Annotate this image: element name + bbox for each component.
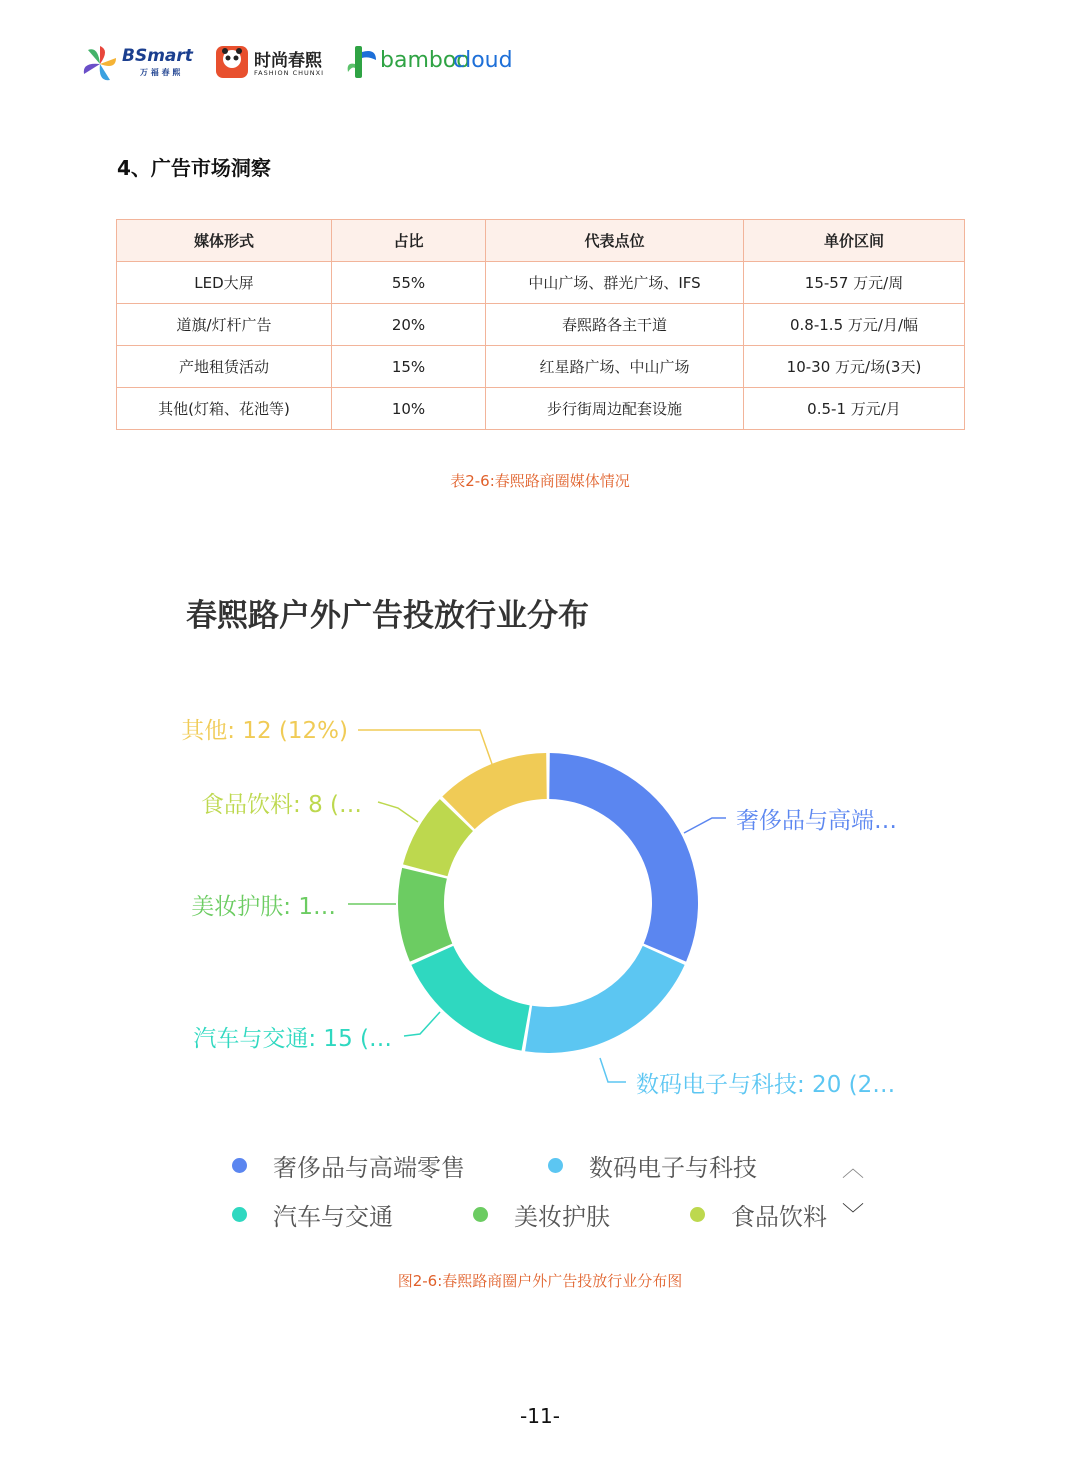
table-cell: 15-57 万元/周	[744, 262, 965, 304]
table-cell: 中山广场、群光广场、IFS	[486, 262, 744, 304]
bamboocloud-logo-text-main: bamboo	[380, 48, 470, 73]
legend-dot	[690, 1207, 705, 1222]
chart-title: 春熙路户外广告投放行业分布	[186, 598, 589, 634]
slice-label: 食品饮料: 8 (…	[201, 792, 362, 818]
chunxi-logo-subtext: FASHION CHUNXI	[254, 69, 324, 77]
bsmart-logo-text: BSmart	[122, 46, 193, 66]
legend-label: 数码电子与科技	[589, 1153, 757, 1182]
legend-page-up-icon[interactable]: ︿	[842, 1157, 865, 1182]
page-number: -11-	[520, 1404, 560, 1428]
bamboocloud-logo-text-accent: cloud	[453, 48, 513, 73]
slice-leader-line	[378, 802, 418, 822]
slice-label: 汽车与交通: 15 (…	[193, 1026, 392, 1052]
chart-caption: 图2-6:春熙路商圈户外广告投放行业分布图	[397, 1272, 683, 1290]
table-cell: 春熙路各主干道	[486, 304, 744, 346]
section-title: 4、广告市场洞察	[117, 156, 271, 180]
legend-label: 食品饮料	[731, 1202, 827, 1231]
table-cell: 0.8-1.5 万元/月/幅	[744, 304, 965, 346]
table-cell: 产地租赁活动	[117, 346, 332, 388]
legend-label: 汽车与交通	[273, 1202, 393, 1231]
bsmart-logo-subtext: 万 福 春 熙	[140, 68, 181, 77]
slice-label: 其他: 12 (12%)	[181, 718, 348, 744]
donut-slice[interactable]	[525, 946, 685, 1053]
legend-label: 奢侈品与高端零售	[273, 1153, 465, 1182]
donut-slice[interactable]	[411, 946, 529, 1051]
table-cell: 10%	[332, 388, 486, 430]
table-cell: 红星路广场、中山广场	[486, 346, 744, 388]
table-cell: LED大屏	[117, 262, 332, 304]
table-cell: 20%	[332, 304, 486, 346]
table-cell: 其他(灯箱、花池等)	[117, 388, 332, 430]
legend-item[interactable]	[232, 1199, 393, 1229]
table-header-cell: 代表点位	[486, 220, 744, 262]
legend-dot	[473, 1207, 488, 1222]
table-cell: 步行街周边配套设施	[486, 388, 744, 430]
slice-label: 奢侈品与高端…	[736, 808, 897, 834]
legend-item[interactable]	[473, 1199, 610, 1229]
slice-leader-line	[358, 730, 492, 764]
donut-slice[interactable]	[398, 868, 452, 962]
table-cell: 道旗/灯杆广告	[117, 304, 332, 346]
legend-dot	[232, 1158, 247, 1173]
legend-item[interactable]	[690, 1199, 827, 1229]
slice-label: 美妆护肤: 1…	[191, 894, 336, 920]
legend-item[interactable]	[548, 1150, 757, 1180]
table-header-cell: 媒体形式	[117, 220, 332, 262]
table-header-cell: 单价区间	[744, 220, 965, 262]
slice-leader-line	[684, 818, 726, 833]
table-cell: 55%	[332, 262, 486, 304]
table-cell: 10-30 万元/场(3天)	[744, 346, 965, 388]
slice-leader-line	[600, 1058, 626, 1082]
table-cell: 15%	[332, 346, 486, 388]
table-cell: 0.5-1 万元/月	[744, 388, 965, 430]
slice-label: 数码电子与科技: 20 (2…	[636, 1072, 896, 1098]
legend-dot	[232, 1207, 247, 1222]
table-caption: 表2-6:春熙路商圈媒体情况	[450, 472, 630, 490]
legend-page-down-icon[interactable]: ﹀	[842, 1203, 865, 1228]
chunxi-logo-text: 时尚春熙	[254, 51, 322, 71]
table-header-cell: 占比	[332, 220, 486, 262]
legend-item[interactable]	[232, 1150, 465, 1180]
legend-dot	[548, 1158, 563, 1173]
legend-label: 美妆护肤	[514, 1202, 610, 1231]
donut-slice[interactable]	[549, 753, 698, 962]
slice-leader-line	[404, 1012, 440, 1036]
